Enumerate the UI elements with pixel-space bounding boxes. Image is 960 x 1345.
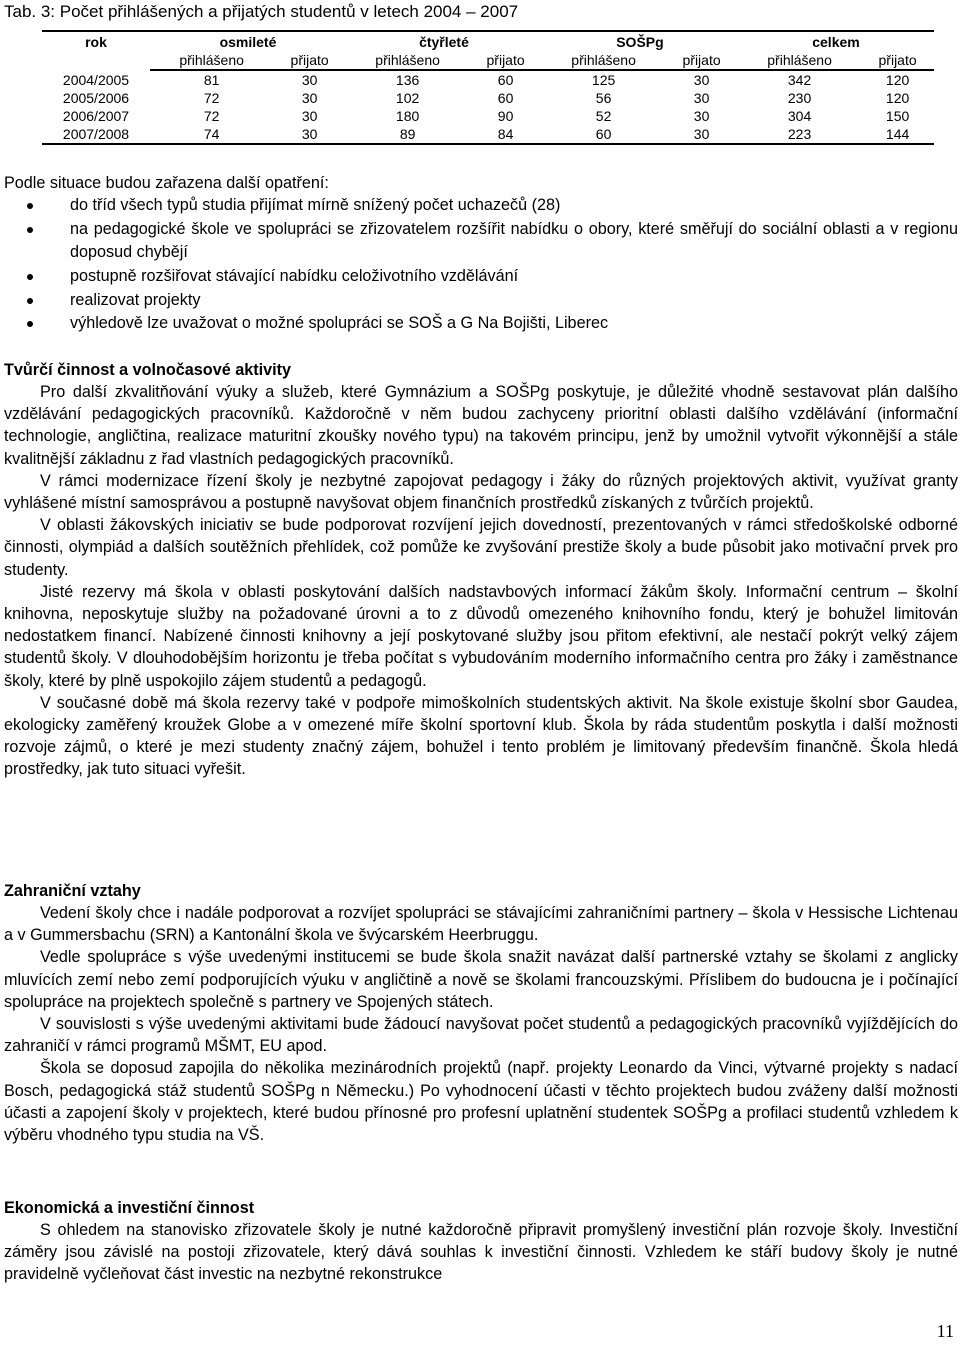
foreign-section (4, 880, 958, 1146)
subheader-cell: přijato (665, 51, 738, 70)
subheader-cell: přijato (273, 51, 346, 70)
table-cell: 223 (738, 125, 861, 144)
paragraph: V rámci modernizace řízení školy je nezbytné zapojovat pedagogy i žáky do různých projektových aktivit, využívat granty vyhlášené místní samosprávou a postupně navyšovat objem finančních prostředků získaných z tvůrčích projektů. (4, 471, 958, 513)
paragraph: Vedle spolupráce s výše uvedenými institucemi se bude škola snažit navázat další partnerské vztahy se školami z anglicky mluvících zemí nebo zemí podporujících výuku v angličtině a nově se školami francouzskými. Příslibem do budoucna je i počínající spolupráce na projektech společně s partnery ve Spojených státech. (4, 948, 958, 1011)
list-item: postupně rozšiřovat stávající nabídku celoživotního vzdělávání (4, 265, 958, 289)
table-cell: 72 (203, 90, 220, 106)
measures-list (4, 194, 958, 336)
paragraph: V souvislosti s výše uvedenými aktivitami bude žádoucí navyšovat počet studentů a pedagogických pracovníků vyjíždějících do zahraničí v rámci programů MŠMT, EU apod. (4, 1015, 958, 1056)
group-header-celkem: celkem (738, 31, 934, 51)
measures-section (4, 172, 958, 336)
table-cell: 102 (395, 90, 420, 106)
list-item: realizovat projekty (4, 289, 958, 313)
table-cell: 120 (885, 72, 910, 88)
subheader-empty (42, 51, 150, 70)
list-item: do tříd všech typů studia přijímat mírně snížený počet uchazečů (28) (4, 194, 958, 218)
table-row (42, 125, 934, 144)
table-row (42, 107, 934, 125)
table-cell: 60 (497, 90, 514, 106)
subheader-cell: přijato (469, 51, 542, 70)
paragraph: S ohledem na stanovisko zřizovatele školy je nutné každoročně připravit promyšlený investiční plán rozvoje školy. Investiční záměry jsou závislé na postoji zřizovatele, který dává souhlas k investiční činnosti. Vzhledem ke stáří budovy školy je nutné pravidelně vyčleňovat část investic na nezbytné rekonstrukce (4, 1221, 958, 1284)
table-cell: 30 (693, 108, 710, 124)
table-cell: 136 (395, 72, 420, 88)
bullet-icon (27, 321, 33, 327)
table-cell: 304 (787, 108, 812, 124)
bullet-icon (27, 227, 33, 233)
section-heading: Tvůrčí činnost a volnočasové aktivity (4, 361, 291, 379)
bullet-icon (27, 298, 33, 304)
table-cell: 30 (301, 72, 318, 88)
table-group-header-row (42, 31, 934, 51)
table-cell: 90 (497, 108, 514, 124)
table-cell: 30 (693, 72, 710, 88)
page-number: 11 (936, 1321, 954, 1341)
table-cell: 52 (595, 108, 612, 124)
table-caption: Tab. 3: Počet přihlášených a přijatých studentů v letech 2004 – 2007 (4, 2, 519, 21)
paragraph: V současné době má škola rezervy také v podpoře mimoškolních studentských aktivit. Na škole existuje školní sbor Gaudea, ekologicky zaměřený kroužek Globe a v omezené míře školní sportovní klub. Škola by ráda studentům poskytla i další možnosti rozvoje zájmů, o které je mezi studenty značný zájem, bohužel i tento problém je limitovaný především finančně. Škola hledá prostředky, jak tuto situaci vyřešit. (4, 693, 958, 779)
table-cell: 342 (787, 72, 812, 88)
list-item: výhledově lze uvažovat o možné spolupráci se SOŠ a G Na Bojišti, Liberec (4, 312, 958, 336)
paragraph: V oblasti žákovských iniciativ se bude podporovat rozvíjení jejich dovedností, prezentovaných v rámci středoškolské odborné činnosti, olympiád a dalších soutěžních přehlídek, což pomůže ke zvyšování prestiže školy a bude působit jako motivační prvek pro studenty. (4, 516, 958, 579)
table-cell: 30 (693, 90, 710, 106)
bullet-icon (27, 203, 33, 209)
table-cell: 56 (595, 90, 612, 106)
subheader-cell: přihlášeno (738, 51, 861, 70)
table-cell: 60 (542, 125, 665, 144)
table-cell: 89 (346, 125, 469, 144)
paragraph: Pro další zkvalitňování výuky a služeb, které Gymnázium a SOŠPg poskytuje, je důležité vhodně sestavovat plán dalšího vzdělávání pedagogických pracovníků. Každoročně v něm budou zachyceny prioritní oblasti dalšího vzdělávání (informační technologie, angličtina, realizace maturitní zkoušky nového typu) na takovém principu, jenž by umožnil vytvořit výkonnější a stále kvalitnější základnu z řad vlastních pedagogických pracovníků. (4, 383, 958, 468)
table-cell: 180 (395, 108, 420, 124)
table-row (42, 70, 934, 89)
paragraph: Škola se doposud zapojila do několika mezinárodních projektů (např. projekty Leonardo da Vinci, výtvarné projekty s nadací Bosch, pedagogická stáž studentů SOŠPg n Německu.) Po vyhodnocení účasti v těchto projektech budou zváženy další možnosti účasti a zapojení školy v projektech, které budou přínosné pro profesní uplatnění studentek SOŠPg a profilaci studentů vzhledem k výběru vhodného typu studia na VŠ. (4, 1059, 958, 1145)
table-cell: 81 (203, 72, 220, 88)
table-row (42, 89, 934, 107)
paragraph: Vedení školy chce i nadále podporovat a rozvíjet spolupráci se stávajícími zahraničními partnery – škola v Hessische Lichtenau a v Gummersbachu (SRN) a Kantonální škola ve švýcarském Heerbruggu. (4, 904, 958, 945)
table-cell: 230 (787, 90, 812, 106)
table-cell: 144 (861, 125, 934, 144)
subheader-cell: přihlášeno (150, 51, 273, 70)
table-cell: 30 (273, 125, 346, 144)
table-cell: 2005/2006 (62, 90, 130, 106)
measures-intro: Podle situace budou zařazena další opatření: (4, 174, 329, 192)
economic-section (4, 1197, 958, 1286)
subheader-cell: přijato (861, 51, 934, 70)
table-cell: 30 (301, 108, 318, 124)
list-item: na pedagogické škole ve spolupráci se zřizovatelem rozšířit nabídku o obory, které směřují do sociální oblasti a v regionu doposud chybějí (4, 218, 958, 265)
table-cell: 2007/2008 (42, 125, 150, 144)
table-cell: 84 (469, 125, 542, 144)
bullet-icon (27, 274, 33, 280)
table-cell: 2004/2005 (62, 71, 130, 88)
table-cell: 120 (885, 90, 910, 106)
table-cell: 60 (497, 72, 514, 88)
group-header-osmilete: osmileté (150, 31, 346, 51)
section-heading: Zahraniční vztahy (4, 882, 141, 900)
paragraph: Jisté rezervy má škola v oblasti poskytování dalších nadstavbových informací žákům školy. Informační centrum – školní knihovna, neposkytuje služby na požadované úrovni a to z důvodů omezeného knihovního fondu, který je bohužel limitován nedostatkem financí. Nabízené činnosti knihovny a její poskytované služby jsou přitom efektivní, ale nestačí pokrýt velký zájem studentů školy. V dlouhodobějším horizontu je třeba počítat s vybudováním moderního informačního centra pro žáky i zaměstnance školy, které by plně uspokojilo zájem studentů a pedagogů. (4, 582, 958, 690)
table-cell: 125 (591, 72, 616, 88)
creative-section (4, 359, 958, 781)
admissions-table (42, 30, 934, 145)
table-cell: 72 (203, 108, 220, 124)
col-year-header: rok (42, 31, 150, 51)
table-cell: 74 (150, 125, 273, 144)
table-cell: 30 (301, 90, 318, 106)
table-subheader-row (42, 51, 934, 70)
group-header-sospg: SOŠPg (542, 31, 738, 51)
table-cell: 2006/2007 (62, 108, 130, 124)
subheader-cell: přihlášeno (346, 51, 469, 70)
subheader-cell: přihlášeno (542, 51, 665, 70)
section-heading: Ekonomická a investiční činnost (4, 1199, 255, 1217)
table-cell: 30 (665, 125, 738, 144)
group-header-ctyrlete: čtyřleté (346, 31, 542, 51)
table-cell: 150 (885, 108, 910, 124)
